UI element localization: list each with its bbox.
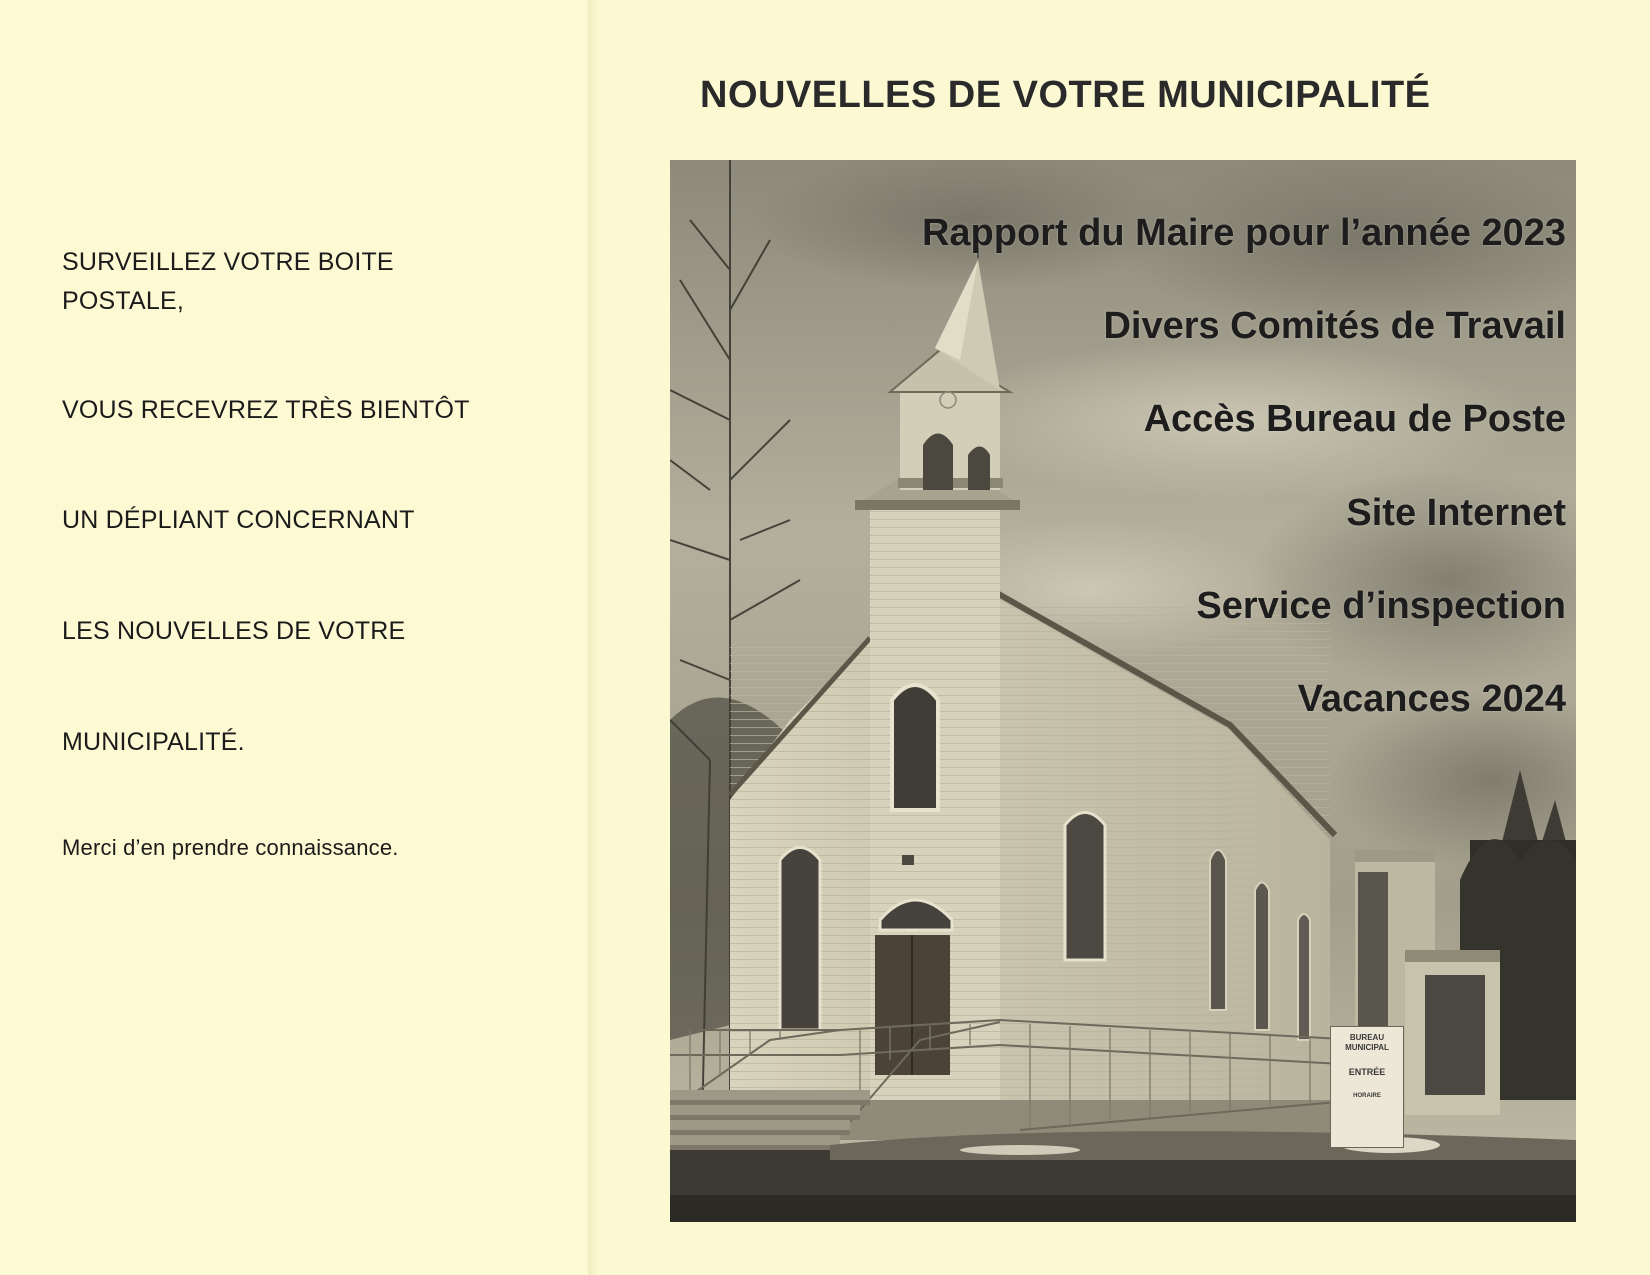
notice-line-6: MUNICIPALITÉ.	[62, 728, 245, 756]
headline-vacation: Vacances 2024	[1297, 678, 1566, 720]
notice-line-5: LES NOUVELLES DE VOTRE	[62, 617, 406, 645]
headline-post-office: Accès Bureau de Poste	[1143, 398, 1566, 440]
notice-line-2: POSTALE,	[62, 287, 185, 315]
municipal-sign	[1330, 1026, 1404, 1148]
sign-line-1: BUREAU	[1349, 1033, 1385, 1042]
headline-committees: Divers Comités de Travail	[1103, 305, 1566, 347]
church-photo	[670, 160, 1576, 1222]
sign-line-2: MUNICIPAL	[1345, 1043, 1389, 1052]
thanks-line: Merci d’en prendre connaissance.	[62, 835, 399, 860]
notice-line-3: VOUS RECEVREZ TRÈS BIENTÔT	[62, 396, 470, 424]
headline-inspection: Service d’inspection	[1196, 585, 1566, 627]
fold-crease	[588, 0, 600, 1275]
headline-mayor-report: Rapport du Maire pour l’année 2023	[921, 212, 1566, 254]
page-title: NOUVELLES DE VOTRE MUNICIPALITÉ	[700, 74, 1431, 116]
sign-line-4: HORAIRE	[1353, 1093, 1381, 1099]
headline-website: Site Internet	[1346, 492, 1566, 534]
sign-line-3: ENTRÉE	[1348, 1067, 1386, 1077]
notice-line-4: UN DÉPLIANT CONCERNANT	[62, 506, 415, 534]
notice-line-1: SURVEILLEZ VOTRE BOITE	[62, 248, 394, 276]
left-panel	[0, 0, 588, 1275]
